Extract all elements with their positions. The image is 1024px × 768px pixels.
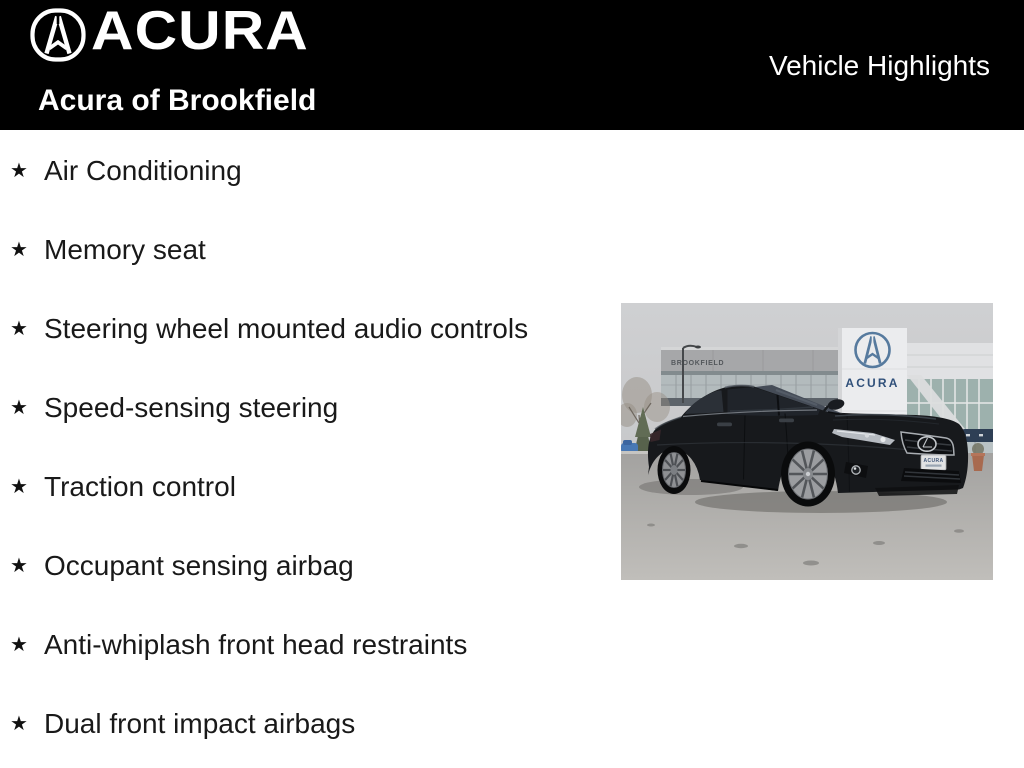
star-bullet-icon: ★ bbox=[10, 476, 28, 498]
tower-acura-text: ACURA bbox=[845, 376, 900, 390]
highlight-label: Speed-sensing steering bbox=[44, 392, 339, 423]
star-bullet-icon: ★ bbox=[10, 713, 28, 735]
highlight-label: Traction control bbox=[44, 471, 236, 502]
highlight-label: Occupant sensing airbag bbox=[44, 550, 354, 581]
star-bullet-icon: ★ bbox=[10, 634, 28, 656]
door-handle bbox=[779, 419, 794, 423]
highlight-item bbox=[10, 315, 528, 343]
dealer-plate bbox=[921, 455, 946, 470]
star-bullet-icon: ★ bbox=[10, 555, 28, 577]
page-title: Vehicle Highlights bbox=[768, 50, 990, 81]
front-wheel bbox=[781, 442, 835, 507]
star-bullet-icon: ★ bbox=[10, 239, 28, 261]
star-bullet-icon: ★ bbox=[10, 160, 28, 182]
dealership-name: Acura of Brookfield bbox=[38, 84, 317, 117]
highlight-item bbox=[10, 631, 528, 659]
building-sign: BROOKFIELD bbox=[671, 360, 725, 367]
highlight-label: Dual front impact airbags bbox=[44, 708, 356, 739]
svg-text:ACURA: ACURA bbox=[923, 458, 944, 464]
star-bullet-icon: ★ bbox=[10, 318, 28, 340]
rear-wheel bbox=[658, 446, 691, 494]
star-bullet-icon: ★ bbox=[10, 397, 28, 419]
highlight-label: Anti-whiplash front head restraints bbox=[44, 629, 468, 660]
vehicle-photo bbox=[621, 303, 993, 580]
highlight-label: Air Conditioning bbox=[44, 155, 242, 186]
highlight-item bbox=[10, 710, 528, 738]
highlight-label: Steering wheel mounted audio controls bbox=[44, 313, 529, 344]
highlight-item bbox=[10, 473, 528, 501]
highlight-item bbox=[10, 236, 528, 264]
highlight-item bbox=[10, 552, 528, 580]
header-bar bbox=[0, 0, 1024, 130]
highlights-list bbox=[10, 157, 528, 768]
highlight-item bbox=[10, 157, 528, 185]
acura-emblem-icon bbox=[30, 8, 86, 62]
highlight-item bbox=[10, 394, 528, 422]
door-handle bbox=[717, 423, 732, 427]
highlight-label: Memory seat bbox=[44, 234, 206, 265]
brand-wordmark: ACURA bbox=[91, 0, 309, 61]
